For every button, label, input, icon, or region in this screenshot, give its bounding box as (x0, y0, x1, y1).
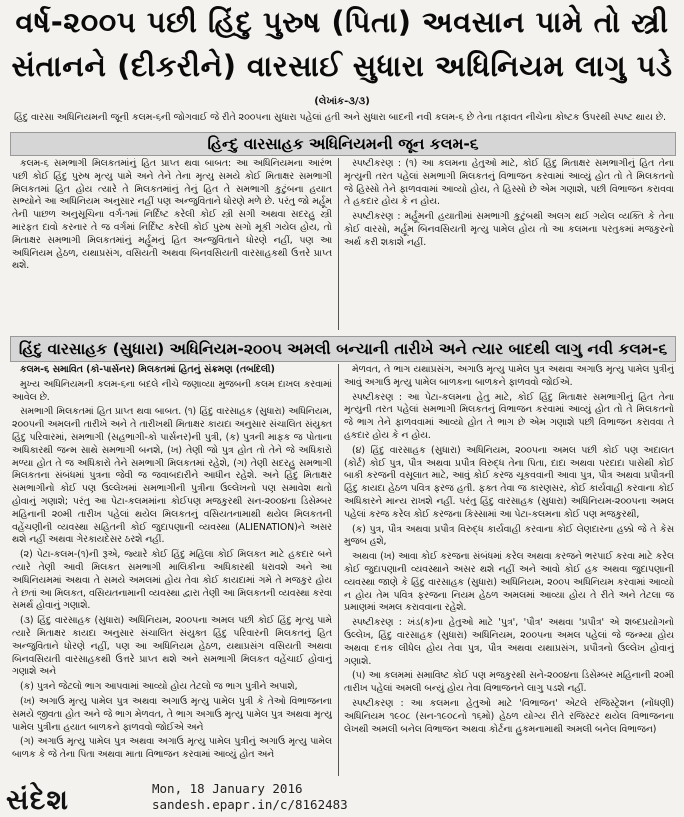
column-divider (338, 158, 339, 330)
section2-left-para: સમભાગી મિલકતમાં હિત પ્રાપ્ત થવા બાબત. (૧) હિંદુ વારસાહક (સુધારા) અધિનિયમ, ૨૦૦૫ની અમલની તારીખે અને તે તારીખથી મિતાક્ષર કાયદા અનુસાર સંચાલિત સંયુક્ત હિંદુ પરિવારમાં, સમભાગી (સહભાગી-કો પાર્સનર)ની પુત્રી, (ક) પુત્રની માફક જ પોતાના અધિકારથી જન્મ સાથે સમભાગી બનશે, (ખ) તેણી જો પુત્ર હોત તો તેને જે અધિકારો મળ્યા હોત તે જ અધિકારો તેને સમભાગી મિલકતમાં રહેશે, (ગ) તેણી સદરહુ સમભાગી મિલકતના સંબંધમાં પુત્રના જેવી જ જવાબદારીને આધીન રહેશે. અને હિંદુ મિતાક્ષર સમભાગીનો કોઈ પણ ઉલ્લેખમાં સમભાગીની પુત્રીના ઉલ્લેખનો પણ સમાવેશ થતો હોવાનું ગણાશે; પરંતુ આ પેટા-કલમમાંના કોઈપણ મજકુરથી સન-૨૦૦૪ના ડિસેમ્બર મહિનાની ૨૦મી તારીખ પહેલાં થયેલ મિલકતનું વસિયતનામાથી થયેલ મિલકતની વહેંચણીની વ્યવસ્થા સહિતની કોઈ જુદાપણાની વ્યવસ્થા (ALIENATION)ને અસર થશે નહીં અથવા ગેરકાયદેસર ઠરશે નહીં. (12, 406, 332, 546)
section2-right-column (344, 364, 674, 776)
section2-right-para: (૪) હિંદુ વારસાહક (સુધારા) અધિનિયમ, ૨૦૦૫ના અમલ પછી કોઈ પણ અદાલત (કોર્ટ) કોઈ પુત્ર, પૌત્ર અથવા પ્રપૌત્ર વિરુદ્ધ તેના પિતા, દાદા અથવા પરદાદા પાસેથી કોઈ બાકી કરજની વસૂલાત માટે, આવું કોઈ કરજ ચૂકવવાની આવા પુત્ર, પૌત્ર અથવા પ્રપૌત્રની હિંદુ કાયદા હેઠળ પવિત્ર ફરજ હતી. ફક્ત તેવા જ કારણસર, કોઈ કાર્યવાહી કરવાના કોઈ અધિકારને માન્ય રાખશે નહીં. પરંતુ હિંદુ વારસાહક (સુધારા) અધિનિયમ-૨૦૦૫ના અમલ પહેલાં કરજ કરેલ કોઈ કરજના કિસ્સામાં આ પેટા-કલમના કોઈ પણ મજકુરથી, (344, 444, 674, 520)
section2-left-para: (ક) પુત્રને જેટલો ભાગ આપવામાં આવ્યો હોય તેટલો જ ભાગ પુત્રીને અપાશે, (20, 681, 298, 693)
column-divider (338, 364, 339, 776)
headline (0, 0, 684, 92)
section2-left-para: (૩) હિંદુ વારસાહક (સુધારા) અધિનિયમ, ૨૦૦૫ના અમલ પછી કોઈ હિંદુ મૃત્યુ પામે ત્યારે મિતાક્ષર કાયદા અનુસાર સંચાલિત સંયુક્ત હિંદુ પરિવારની મિલકતનું હિત અન્જુવિતાને ધોરણે નહીં, પણ આ અધિનિયમ હેઠળ, યથાપ્રસંગ વસિયતી અથવા બિનવસિયતી વારસાહકથી ઉત્તરે પ્રાપ્ત થશે અને સમભાગી મિલકત વહેંચાઈ હોવાનું ગણાશે અને (12, 615, 332, 678)
section1-title: હિન્દુ વારસાહક અધિનિયમની જૂન કલમ-૬ (10, 132, 676, 156)
section2-right-para: (ક) પુત્ર, પૌત્ર અથવા પ્રપૌત્ર વિરુદ્ધ કાર્યવાહી કરવાના કોઈ લેણદારના હક્કો જે તે કેસ મુજબ હશે, (344, 523, 674, 548)
publication-date: Mon, 18 January 2016 (152, 781, 303, 796)
section2-right-para: સ્પષ્ટીકરણ : આ કલમના હેતુઓ માટે 'વિભાજન' એટલે રજિસ્ટ્રેશન (નોંધણી) અધિનિયમ ૧૯૦૮ (સન-૧૯૦૮નો ૧૬મો) હેઠળ યોગ્ય રીતે રજિસ્ટર થયેલ વિભાજનના લેખથી અમલી બનેલ વિભાજન અથવા કોર્ટના હુકમનામાથી અમલી બનેલ વિભાજન) (344, 697, 674, 735)
section2-title: હિંદુ વારસાહક (સુધારા) અધિનિયમ-૨૦૦૫ અમલી બન્યાની તારીખે અને ત્યાર બાદથી લાગુ નવી કલમ-૬ (10, 336, 676, 362)
section1-left-text: કલમ-૬ સમભાગી મિલકતમાંનું હિત પ્રાપ્ત થવા બાબત: આ અધિનિયમના આરંભ પછી કોઈ હિંદુ પુરુષ મૃત્યુ પામે અને તેને તેના મૃત્યુ સમયે કોઈ મિતાક્ષર સમભાગી મિલકતમાં હિત હોય ત્યારે તે મિલકતમાંનું તેનું હિત તે સમભાગી કુટુંબના હયાત સભ્યોને આ અધિનિયમ અનુસાર નહીં પણ અન્જુવિતાને ધોરણે મળે છે. પરંતુ જો મર્હૂમ તેની પાછળ અનુસૂચિના વર્ગ-૧માં નિર્દિષ્ટ કરેલી કોઈ સ્ત્રી સગી અથવા સદરહુ સ્ત્રી મારફત દાવો કરનાર તે જ વર્ગમાં નિર્દિષ્ટ કરેલી કોઈ પુરુષ સગો મૂકી ગયેલ હોય, તો મિતાક્ષર સમભાગી મિલકતમાંનું મર્હૂમનું હિત અન્જુવિતાને ધોરણે નહીં, પણ આ અધિનિયમ હેઠળ, યથાપ્રસંગ, વસિયતી અથવા બિનવસિયતી વારસાહકથી ઉત્તરે પ્રાપ્ત થશે. (12, 158, 332, 272)
section2-right-para: સ્પષ્ટીકરણ : ખંડ(ક)ના હેતુઓ માટે 'પુત્ર', 'પૌત્ર' અથવા 'પ્રપૌત્ર' એ શબ્દપ્રયોગનો ઉલ્લેખ, હિંદુ વારસાહક (સુધારા) અધિનિયમ, ૨૦૦૫ના અમલ પહેલાં જે જન્મ્યા હોય અથવા દત્તક લીધેલ હોય તેવા પુત્ર, પૌત્ર અથવા યથાપ્રસંગ, પ્રપૌત્રનો ઉલ્લેખ હોવાનું ગણાશે. (344, 617, 674, 667)
section2-right-para: મેળવત, તે ભાગ યથાપ્રસંગ, અગાઉ મૃત્યુ પામેલ પુત્ર અથવા અગાઉ મૃત્યુ પામેલ પુત્રીનું આવું અગાઉ મૃત્યુ પામેલ બાળકના બાળકને ફાળવવો જોઈએ. (344, 364, 674, 388)
intro-paragraph: હિંદુ વારસા અધિનિયમની જૂની કલમ-૬ની જોગવાઈ જે રીતે ૨૦૦૫ના સુધારા પહેલાં હતી અને સુધારા બાદની નવી કલમ-૬ છે તેના તફાવત નીચેના કોષ્ટક ઉપરથી સ્પષ્ટ થાય છે. (14, 112, 666, 123)
section1-right-column (344, 158, 674, 330)
sandesh-logo: સંદેશ (6, 783, 69, 816)
section1-right-text-2: સ્પષ્ટીકરણ : મર્હૂમની હયાતીમાં સમભાગી કુટુંબથી અલગ થઈ ગયેલ વ્યક્તિ કે તેના કોઈ વારસો, મર્હૂમ બિનવસિયતી મૃત્યુ પામેલ હોય તો આ કલમના પરતુકમાં મજકુરનો અર્થ કરી શકાશે નહીં. (344, 211, 674, 248)
section1-right-text-1: સ્પષ્ટીકરણ : (૧) આ કલમના હેતુઓ માટે, કોઈ હિંદુ મિતાક્ષર સમભાગીનું હિત તેના મૃત્યુની તરત પહેલાં સમભાગી મિલકતનું વિભાજન કરવામાં આવ્યું હોત તો તે મિલકતનો જે હિસ્સો તેને ફાળવવામાં આવ્યો હોય, તે હિસ્સો છે એમ ગણાશે, પછી વિભાજન કરાવવા તે હકદાર હોય કે ન હોય. (344, 158, 674, 208)
section2-right-para: અથવા (ખ) આવા કોઈ કરજના સંબંધમાં કરેલ અથવા કરજને ભરપાઈ કરવા માટે કરેલ કોઈ જુદાપણાની વ્યવસ્થાને અસર થશે નહીં અને આવો કોઈ હક અથવા જુદાપણાની વ્યવસ્થા જાણે કે હિંદુ વારસાહક (સુધારા) અધિનિયમ, ૨૦૦૫ અધિનિયમ કરવામાં આવ્યો ન હોય તેમ પવિત્ર ફરજના નિયમ હેઠળ અમલમાં આવ્યા હોય તે રીતે અને તેટલા જ પ્રમાણમાં અમલ કરાવવાના રહેશે. (344, 551, 674, 614)
section2-left-para: (૨) પેટા-કલમ-(૧)ની રૂએ, જ્યારે કોઈ હિંદુ મહિલા કોઈ મિલકત માટે હકદાર બને ત્યારે તેણી આવી મિલકત સમભાગી માલિકીના અધિકારથી ધરાવશે અને આ અધિનિયમમાં અથવા તે સમયે અમલમાં હોય તેવા કોઈ કાયદામાં ગમે તે મજકુર હોય તે છતાં આ મિલકત, વસિયતનામાની વ્યવસ્થા દ્વારા તેણી આ મિલકતની વ્યવસ્થા કરવા સમર્થ હોવાનું ગણાશે. (12, 549, 332, 612)
section2-right-para: સ્પષ્ટીકરણ : આ પેટા-કલમના હેતુ માટે, કોઈ હિંદુ મિતાક્ષર સમભાગીનું હિત તેના મૃત્યુની તરત પહેલાં સમભાગી મિલકતનું વિભાજન કરવામાં આવ્યું હોત તો તે મિલકતનો જે ભાગ તેને ફાળવવામાં આવ્યો હોત તે ભાગ છે એમ ગણાશે પછી વિભાજન કરાવવા તે હકદાર હોય કે ન હોય. (344, 391, 674, 441)
headline-line-1: વર્ષ-૨૦૦૫ પછી હિંદુ પુરુષ (પિતા) અવસાન પામે તો સ્ત્રી (15, 5, 669, 39)
epaper-url[interactable]: sandesh.epapr.in/c/8162483 (152, 797, 348, 812)
section2-left-para: (ખ) અગાઉ મૃત્યુ પામેલ પુત્ર અથવા અગાઉ મૃત્યુ પામેલ પુત્રી કે તેઓ વિભાજનના સમયે જીવતા હોત અને જે ભાગ મેળવત, તે ભાગ અગાઉ મૃત્યુ પામેલ પુત્ર અથવા મૃત્યુ પામેલ પુત્રીના હયાત બાળકને ફાળવવો જોઈએ અને (12, 695, 332, 733)
series-label: (લેખાંક-૩/૩) (314, 96, 370, 107)
section1-left-column (12, 158, 332, 330)
headline-line-2: સંતાનને (દીકરીને) વારસાઈ સુધારા અધિનિયમ લાગુ પડે (11, 49, 673, 83)
section2-right-para: (૫) આ કલમમાં સમાવિષ્ટ કોઈ પણ મજકુરથી સને-૨૦૦૪ના ડિસેમ્બર મહિનાની ૨૦મી તારીખ પહેલાં અમલી બન્યું હોય તેવા વિભાજનને લાગુ પડશે નહીં. (344, 670, 674, 695)
section2-left-column (12, 364, 332, 776)
section2-left-para: કલમ-૬ સમાવિત (કો-પાર્સનર) મિલકતમાં હિતનું સંક્રમણ (તબદિલી) (20, 364, 275, 375)
section2-left-para: (ગ) અગાઉ મૃત્યુ પામેલ પુત્ર અથવા અગાઉ મૃત્યુ પામેલ પુત્રીનું અગાઉ મૃત્યુ પામેલ બાળક કે જે તેના પિતા અથવા માતા વિભાજન કરવામાં આવ્યું હોત અને (12, 736, 332, 761)
section2-left-para: મુખ્ય અધિનિયમની કલમ-૬ના બદલે નીચે જણાવ્યા મુજબની કલમ દાખલ કરવામાં આવેલ છે. (12, 378, 332, 403)
